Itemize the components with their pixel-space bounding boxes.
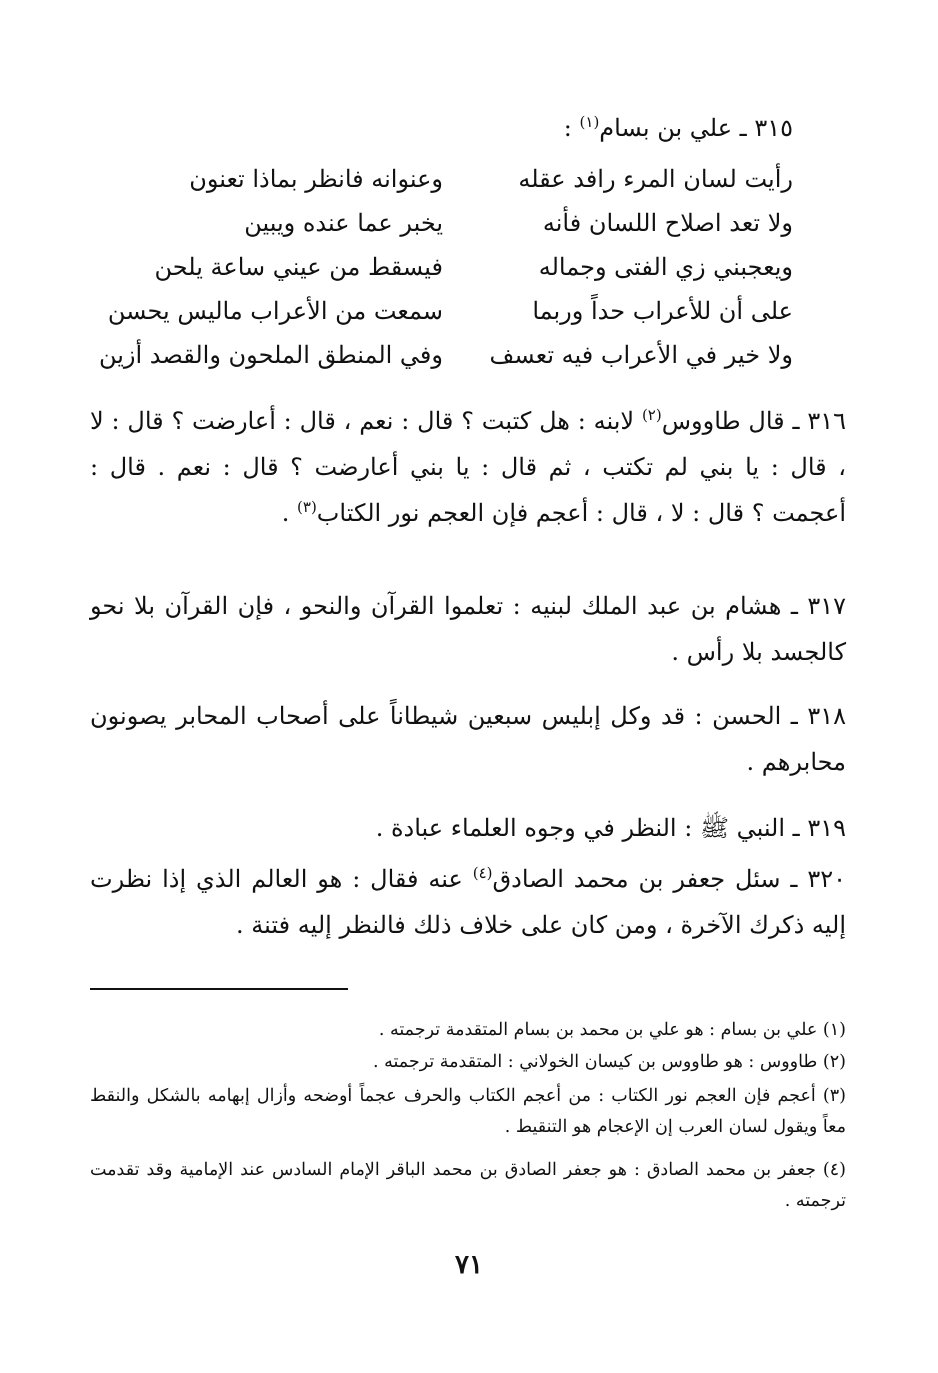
poem-verse bbox=[107, 289, 793, 333]
entry-316 bbox=[90, 398, 846, 536]
footnote-3: (٣) أعجم فإن العجم نور الكتاب : من أعجم الكتاب والحرف عجماً أوضحه وأزال إبهامه بالشكل والنقط معاً ويقول لسان العرب إن الإعجام هو التنقيط . bbox=[90, 1086, 846, 1137]
poem bbox=[98, 157, 793, 377]
entry-320 bbox=[90, 856, 846, 948]
verse-second-hemistich: فيسقط من عيني ساعة يلحن bbox=[154, 253, 443, 281]
verse-first-hemistich: ويعجبني زي الفتى وجماله bbox=[538, 253, 793, 281]
footnote-4: (٤) جعفر بن محمد الصادق : هو جعفر الصادق بن محمد الباقر الإمام السادس عند الإمامية وقد تقدمت ترجمته . bbox=[90, 1160, 846, 1211]
verse-first-hemistich: على أن للأعراب حداً وربما bbox=[532, 297, 793, 325]
footnote-ref-4[interactable]: (٤) bbox=[472, 864, 493, 882]
footnote-ref-2[interactable]: (٢) bbox=[641, 406, 662, 424]
entry-320-start: ٣٢٠ ـ سئل جعفر بن محمد الصادق bbox=[492, 865, 847, 893]
entry-315-text: ٣١٥ ـ علي بن بسام bbox=[599, 114, 793, 142]
footnote-2: (٢) طاووس : هو طاووس بن كيسان الخولاني : المتقدمة ترجمته . bbox=[372, 1052, 846, 1072]
poem-verse bbox=[143, 201, 793, 245]
entry-317: ٣١٧ ـ هشام بن عبد الملك لبنيه : تعلموا القرآن والنحو ، فإن القرآن بلا نحو كالجسد بلا رأس . bbox=[90, 592, 847, 666]
footnote-ref-1[interactable]: (١) bbox=[579, 113, 600, 131]
entry-316-start: ٣١٦ ـ قال طاووس bbox=[661, 407, 847, 435]
footnote-1: (١) علي بن بسام : هو علي بن محمد بن بسام المتقدمة ترجمته . bbox=[378, 1020, 846, 1040]
entry-315-heading bbox=[564, 108, 793, 148]
verse-first-hemistich: ولا خير في الأعراب فيه تعسف bbox=[489, 341, 793, 369]
poem-verse bbox=[98, 333, 793, 377]
footnote-ref-3[interactable]: (٣) bbox=[297, 498, 317, 516]
entry-320-body: عنه فقال : هو العالم الذي إذا نظرت إليه ذكرك الآخرة ، ومن كان على خلاف ذلك فالنظر إليه فتنة . bbox=[90, 865, 846, 939]
entry-315-colon: : bbox=[563, 114, 580, 142]
entry-316-end: . bbox=[281, 499, 298, 527]
verse-second-hemistich: وعنوانه فانظر بماذا تعنون bbox=[189, 165, 443, 193]
footnote-separator bbox=[90, 988, 348, 990]
poem-verse bbox=[143, 157, 793, 201]
verse-second-hemistich: سمعت من الأعراب ماليس يحسن bbox=[107, 297, 443, 325]
entry-319: ٣١٩ ـ النبي ﷺ : النظر في وجوه العلماء عبادة . bbox=[375, 814, 846, 842]
verse-first-hemistich: رأيت لسان المرء رافد عقله bbox=[518, 165, 793, 193]
verse-second-hemistich: وفي المنطق الملحون والقصد أزين bbox=[98, 341, 443, 369]
poem-verse bbox=[143, 245, 793, 289]
verse-first-hemistich: ولا تعد اصلاح اللسان فأنه bbox=[542, 209, 793, 237]
entry-316-body: لابنه : هل كتبت ؟ قال : نعم ، قال : أعارضت ؟ قال : لا ، قال : يا بني لم تكتب ، ثم قال : يا بني أعارضت ؟ قال : نعم . قال : أعجمت ؟ قال : لا ، قال : أعجم فإن العجم نور الكتاب bbox=[90, 407, 846, 527]
page-number: ٧١ bbox=[455, 1250, 483, 1280]
verse-second-hemistich: يخبر عما عنده ويبين bbox=[244, 209, 443, 237]
entry-318: ٣١٨ ـ الحسن : قد وكل إبليس سبعين شيطاناً على أصحاب المحابر يصونون محابرهم . bbox=[90, 702, 846, 776]
